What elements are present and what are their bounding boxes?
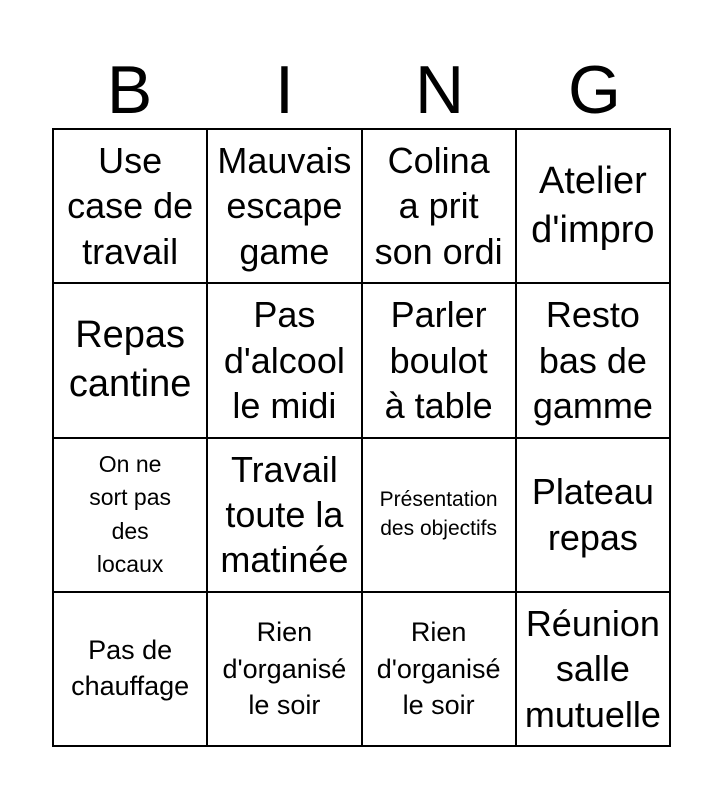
cell-text-line: Réunion xyxy=(525,602,660,644)
cell-text-line: Rien xyxy=(410,617,467,648)
cell-text-line: Rien xyxy=(256,617,313,648)
cell-text-line: Use xyxy=(98,140,163,182)
bingo-cell[interactable] xyxy=(516,129,670,283)
cell-text-line: Travail xyxy=(231,448,338,490)
cell-text-line: d'impro xyxy=(531,209,655,252)
bingo-cell[interactable] xyxy=(207,283,361,437)
header-letter-b: B xyxy=(106,52,153,128)
cell-text-line: escape xyxy=(226,185,343,227)
cell-text-line: des xyxy=(111,517,149,544)
cell-text-line: boulot xyxy=(389,339,488,381)
cell-text-line: case de xyxy=(67,185,194,227)
bingo-cell[interactable] xyxy=(362,438,516,592)
bingo-header xyxy=(52,50,672,130)
cell-text-line: gamme xyxy=(532,385,653,427)
header-letter-n: N xyxy=(414,52,465,128)
cell-text-line: d'organisé xyxy=(222,653,347,684)
cell-text-line: game xyxy=(239,230,330,272)
cell-text-line: d'alcool xyxy=(223,339,345,381)
bingo-cell[interactable] xyxy=(516,592,670,746)
cell-text-line: mutuelle xyxy=(524,693,661,735)
cell-text-line: Pas xyxy=(253,294,316,336)
cell-text-line: sort pas xyxy=(89,484,172,511)
bingo-grid xyxy=(52,128,671,747)
cell-text-line: Mauvais xyxy=(217,140,352,182)
bingo-cell[interactable] xyxy=(207,592,361,746)
header-letter-i: I xyxy=(275,52,294,128)
cell-text-line: à table xyxy=(384,385,493,427)
cell-text-line: cantine xyxy=(68,363,192,406)
bingo-cell[interactable] xyxy=(207,129,361,283)
cell-text-line: repas xyxy=(547,516,638,558)
bingo-cell[interactable] xyxy=(516,438,670,592)
cell-text-line: d'organisé xyxy=(376,653,501,684)
bingo-cell[interactable] xyxy=(53,283,207,437)
bingo-cell[interactable] xyxy=(362,283,516,437)
cell-text-line: le soir xyxy=(248,690,321,721)
cell-text-line: Pas de xyxy=(88,635,173,666)
bingo-cell[interactable] xyxy=(53,438,207,592)
cell-text-line: Parler xyxy=(390,294,487,336)
cell-text-line: le midi xyxy=(232,385,337,427)
cell-text-line: Resto xyxy=(545,294,640,336)
cell-text-line: Colina xyxy=(387,140,490,182)
cell-text-line: bas de xyxy=(538,339,647,381)
cell-text-line: son ordi xyxy=(374,230,503,272)
cell-text-line: matinée xyxy=(220,539,349,581)
cell-text-line: locaux xyxy=(96,550,164,577)
cell-text-line: salle xyxy=(555,648,630,690)
cell-text-line: des objectifs xyxy=(380,516,497,540)
cell-text-line: Repas xyxy=(75,313,186,356)
bingo-cell[interactable] xyxy=(53,129,207,283)
cell-text-line: On ne xyxy=(98,450,162,477)
cell-text-line: toute la xyxy=(225,493,344,535)
cell-text-line: Plateau xyxy=(531,471,654,513)
cell-text-line: travail xyxy=(82,230,179,272)
cell-text-line: a prit xyxy=(398,185,479,227)
bingo-cell[interactable] xyxy=(207,438,361,592)
bingo-cell[interactable] xyxy=(516,283,670,437)
bingo-cell[interactable] xyxy=(362,129,516,283)
bingo-cell[interactable] xyxy=(53,592,207,746)
cell-text-line: chauffage xyxy=(71,670,190,701)
header-letter-g: G xyxy=(568,52,621,128)
cell-text-line: Présentation xyxy=(379,487,498,511)
cell-text-line: le soir xyxy=(402,690,475,721)
cell-text-line: Atelier xyxy=(539,159,647,202)
bingo-cell[interactable] xyxy=(362,592,516,746)
